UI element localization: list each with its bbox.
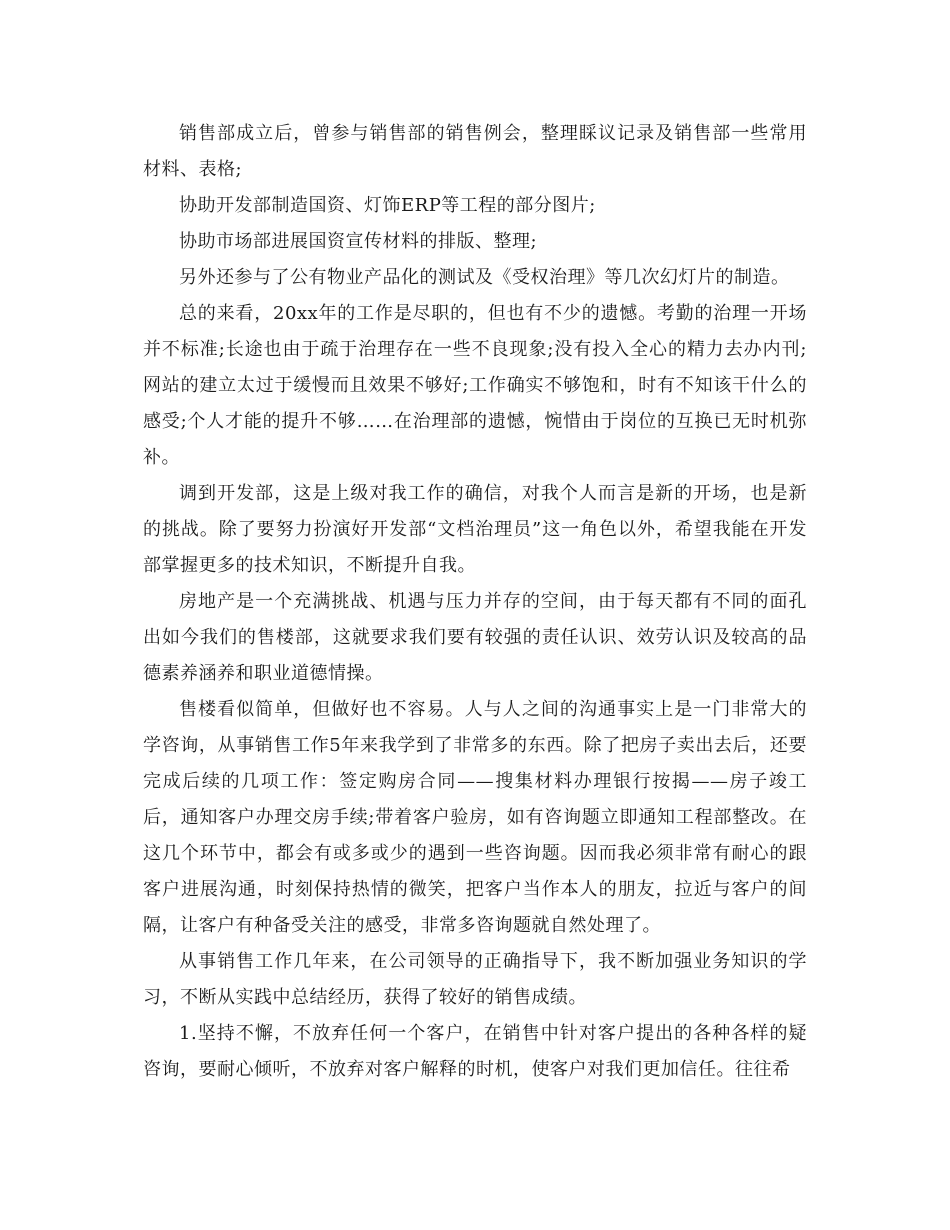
paragraph-4: 另外还参与了公有物业产品化的测试及《受权治理》等几次幻灯片的制造。	[179, 267, 790, 288]
paragraph-10: 1.坚持不懈，不放弃任何一个客户，在销售中针对客户提出的各种各样的疑咨询，要耐心倾听，不放弃对客户解释的时机，使客户对我们更加信任。往往希	[143, 1023, 807, 1080]
paragraph-7: 房地产是一个充满挑战、机遇与压力并存的空间，由于每天都有不同的面孔出如今我们的售楼部，这就要求我们要有较强的责任认识、效劳认识及较高的品德素养涵养和职业道德情操。	[143, 591, 807, 684]
paragraph-6: 调到开发部，这是上级对我工作的确信，对我个人而言是新的开场，也是新的挑战。除了要努力扮演好开发部“文档治理员”这一角色以外，希望我能在开发部掌握更多的技术知识，不断提升自我。	[143, 483, 807, 576]
paragraph-3: 协助市场部进展国资宣传材料的排版、整理;	[179, 231, 538, 252]
paragraph-9: 从事销售工作几年来，在公司领导的正确指导下，我不断加强业务知识的学习，不断从实践中总结经历，获得了较好的销售成绩。	[143, 951, 807, 1008]
paragraph-5: 总的来看，20xx年的工作是尽职的，但也有不少的遗憾。考勤的治理一开场并不标准;长途也由于疏于治理存在一些不良现象;没有投入全心的精力去办内刊;网站的建立太过于缓慢而且效果不够好;工作确实不够饱和，时有不知该干什么的感受;个人才能的提升不够……在治理部的遗憾，惋惜由于岗位的互换已无时机弥补。	[143, 303, 807, 468]
paragraph-8: 售楼看似简单，但做好也不容易。人与人之间的沟通事实上是一门非常大的学咨询，从事销售工作5年来我学到了非常多的东西。除了把房子卖出去后，还要完成后续的几项工作：签定购房合同——搜集材料办理银行按揭——房子竣工后，通知客户办理交房手续;带着客户验房，如有咨询题立即通知工程部整改。在这几个环节中，都会有或多或少的遇到一些咨询题。因而我必须非常有耐心的跟客户进展沟通，时刻保持热情的微笑，把客户当作本人的朋友，拉近与客户的间隔，让客户有种备受关注的感受，非常多咨询题就自然处理了。	[143, 699, 807, 936]
document-body	[143, 116, 807, 1088]
paragraph-1: 销售部成立后，曾参与销售部的销售例会，整理睬议记录及销售部一些常用材料、表格;	[143, 123, 807, 180]
paragraph-2: 协助开发部制造国资、灯饰ERP等工程的部分图片;	[179, 195, 596, 216]
